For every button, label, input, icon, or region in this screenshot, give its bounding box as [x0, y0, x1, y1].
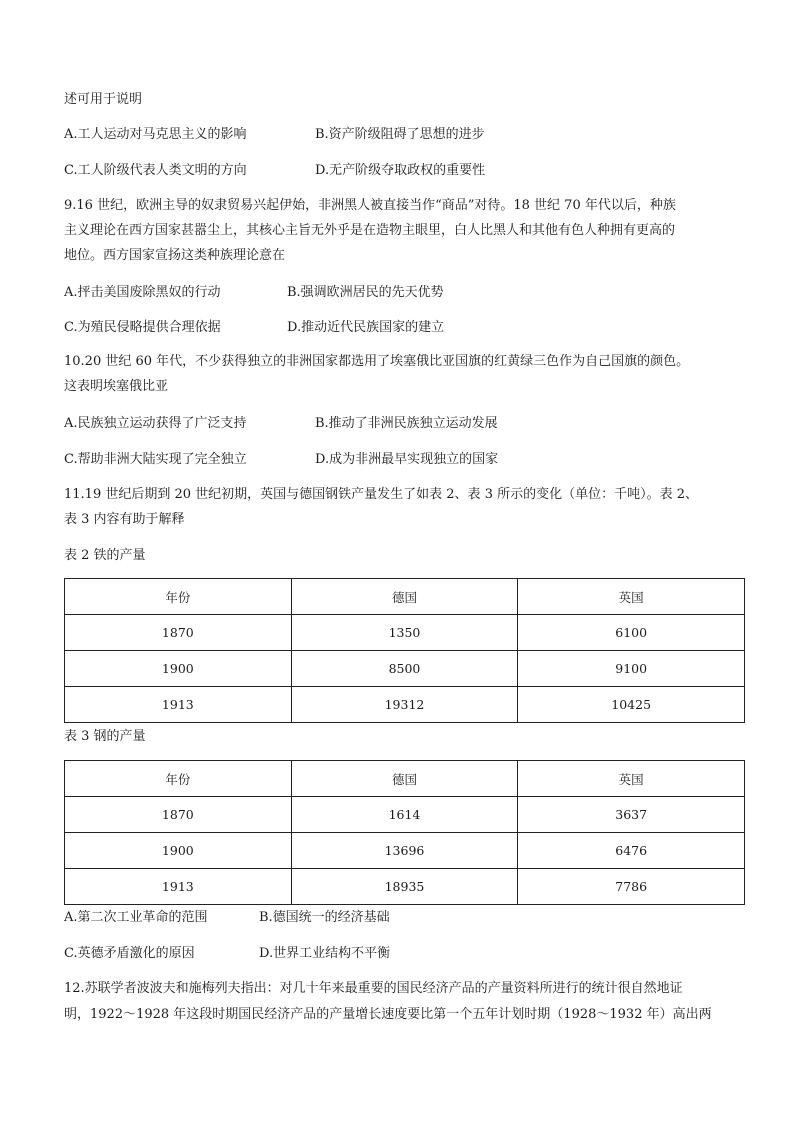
option-b: B.强调欧洲居民的先天优势 — [287, 285, 444, 300]
question-9-line-3: 地位。西方国家宣扬这类种族理论意在 — [64, 248, 286, 263]
table-cell: 7786 — [518, 869, 745, 905]
table-row — [65, 615, 745, 651]
table-3-steel-output — [64, 760, 745, 905]
table-cell: 3637 — [518, 797, 745, 833]
header-cell: 英国 — [518, 579, 745, 615]
option-b: B.资产阶级阻碍了思想的进步 — [315, 127, 485, 142]
table-row — [65, 797, 745, 833]
header-cell: 年份 — [65, 761, 292, 797]
option-a: A.工人运动对马克思主义的影响 — [64, 127, 247, 142]
question-10-line-1: 10.20 世纪 60 年代，不少获得独立的非洲国家都选用了埃塞俄比亚国旗的红黄绿三色作为自己国旗的颜色。 — [64, 354, 690, 369]
table-header-row — [65, 761, 745, 797]
table-cell: 1913 — [65, 687, 292, 723]
option-a: A.第二次工业革命的范围 — [64, 910, 208, 925]
table-cell: 1870 — [65, 797, 292, 833]
header-cell: 年份 — [65, 579, 292, 615]
option-c: C.工人阶级代表人类文明的方向 — [64, 163, 247, 178]
header-cell: 德国 — [291, 579, 518, 615]
question-10-line-2: 这表明埃塞俄比亚 — [64, 379, 169, 394]
question-9-line-2: 主义理论在西方国家甚嚣尘上，其核心主旨无外乎是在造物主眼里，白人比黑人和其他有色人种拥有更高的 — [64, 223, 676, 238]
table-cell: 10425 — [518, 687, 745, 723]
option-d: D.成为非洲最早实现独立的国家 — [315, 452, 499, 467]
option-b: B.德国统一的经济基础 — [259, 910, 390, 925]
option-c: C.帮助非洲大陆实现了完全独立 — [64, 452, 247, 467]
question-12-line-1: 12.苏联学者波波夫和施梅列夫指出：对几十年来最重要的国民经济产品的产量资料所进行的统计很自然地证 — [64, 981, 683, 996]
question-11-line-2: 表 3 内容有助于解释 — [64, 512, 185, 527]
table-row — [65, 869, 745, 905]
table-cell: 6476 — [518, 833, 745, 869]
table-3-caption: 表 3 钢的产量 — [64, 729, 146, 744]
table-cell: 1350 — [291, 615, 518, 651]
option-d: D.推动近代民族国家的建立 — [287, 320, 445, 335]
table-cell: 18935 — [291, 869, 518, 905]
table-row — [65, 833, 745, 869]
option-d: D.无产阶级夺取政权的重要性 — [315, 163, 486, 178]
table-2-caption: 表 2 铁的产量 — [64, 548, 146, 563]
table-row — [65, 651, 745, 687]
table-cell: 6100 — [518, 615, 745, 651]
table-cell: 1900 — [65, 651, 292, 687]
table-cell: 9100 — [518, 651, 745, 687]
table-cell: 13696 — [291, 833, 518, 869]
text-line: 述可用于说明 — [64, 92, 143, 107]
question-12-line-2: 明，1922～1928 年这段时期国民经济产品的产量增长速度要比第一个五年计划时期（1928～1932 年）高出两 — [64, 1007, 712, 1022]
table-cell: 8500 — [291, 651, 518, 687]
table-cell: 19312 — [291, 687, 518, 723]
table-cell: 1614 — [291, 797, 518, 833]
header-cell: 德国 — [291, 761, 518, 797]
option-c: C.英德矛盾激化的原因 — [64, 946, 195, 961]
table-cell: 1913 — [65, 869, 292, 905]
option-b: B.推动了非洲民族独立运动发展 — [315, 416, 498, 431]
header-cell: 英国 — [518, 761, 745, 797]
option-a: A.抨击美国废除黑奴的行动 — [64, 285, 221, 300]
table-cell: 1900 — [65, 833, 292, 869]
table-2-iron-output — [64, 578, 745, 723]
table-header-row — [65, 579, 745, 615]
table-cell: 1870 — [65, 615, 292, 651]
option-c: C.为殖民侵略提供合理依据 — [64, 320, 221, 335]
question-9-line-1: 9.16 世纪，欧洲主导的奴隶贸易兴起伊始，非洲黑人被直接当作“商品”对待。18 世纪 70 年代以后，种族 — [64, 198, 676, 213]
option-a: A.民族独立运动获得了广泛支持 — [64, 416, 247, 431]
option-d: D.世界工业结构不平衡 — [259, 946, 391, 961]
question-11-line-1: 11.19 世纪后期到 20 世纪初期，英国与德国钢铁产量发生了如表 2、表 3 所示的变化（单位：千吨）。表 2、 — [64, 487, 698, 502]
table-row — [65, 687, 745, 723]
